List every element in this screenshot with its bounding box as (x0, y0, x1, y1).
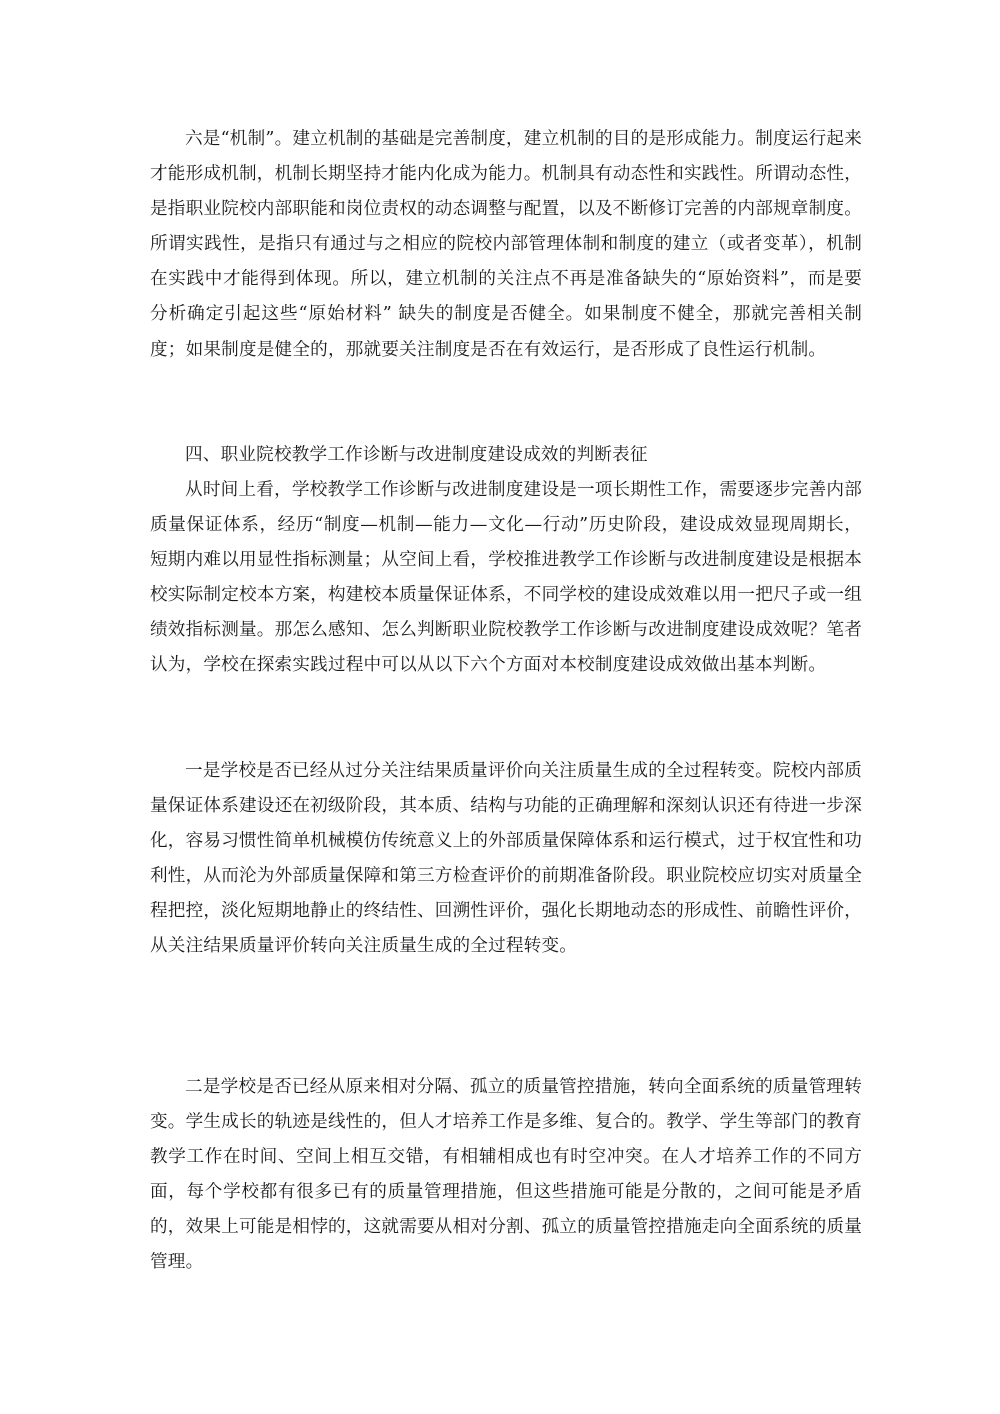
paragraph-time-space: 从时间上看，学校教学工作诊断与改进制度建设是一项长期性工作，需要逐步完善内部质量保证体系，经历“制度—机制—能力—文化—行动”历史阶段，建设成效显现周期长，短期内难以用显性指标测量；从空间上看，学校推进教学工作诊断与改进制度建设是根据本校实际制定校本方案，构建校本质量保证体系，不同学校的建设成效难以用一把尺子或一组绩效指标测量。那怎么感知、怎么判断职业院校教学工作诊断与改进制度建设成效呢？笔者认为，学校在探索实践过程中可以从以下六个方面对本校制度建设成效做出基本判断。 (150, 480, 862, 676)
section-heading: 四、职业院校教学工作诊断与改进制度建设成效的判断表征 (185, 445, 648, 465)
paragraph-point-two: 二是学校是否已经从原来相对分隔、孤立的质量管控措施，转向全面系统的质量管理转变。学生成长的轨迹是线性的，但人才培养工作是多维、复合的。教学、学生等部门的教育教学工作在时间、空间上相互交错，有相辅相成也有时空冲突。在人才培养工作的不同方面，每个学校都有很多已有的质量管理措施，但这些措施可能是分散的，之间可能是矛盾的，效果上可能是相悖的，这就需要从相对分割、孤立的质量管控措施走向全面系统的质量管理。 (150, 1077, 862, 1273)
paragraph-point-one: 一是学校是否已经从过分关注结果质量评价向关注质量生成的全过程转变。院校内部质量保证体系建设还在初级阶段，其本质、结构与功能的正确理解和深刻认识还有待进一步深化，容易习惯性简单机械模仿传统意义上的外部质量保障体系和运行模式，过于权宜性和功利性，从而沦为外部质量保障和第三方检查评价的前期准备阶段。职业院校应切实对质量全程把控，淡化短期地静止的终结性、回溯性评价，强化长期地动态的形成性、前瞻性评价，从关注结果质量评价转向关注质量生成的全过程转变。 (150, 761, 862, 957)
paragraph-mechanism: 六是“机制”。建立机制的基础是完善制度，建立机制的目的是形成能力。制度运行起来才能形成机制，机制长期坚持才能内化成为能力。机制具有动态性和实践性。所谓动态性，是指职业院校内部职能和岗位责权的动态调整与配置，以及不断修订完善的内部规章制度。所谓实践性，是指只有通过与之相应的院校内部管理体制和制度的建立（或者变革），机制在实践中才能得到体现。所以，建立机制的关注点不再是准备缺失的“原始资料”，而是要分析确定引起这些“原始材料” 缺失的制度是否健全。如果制度不健全，那就完善相关制度；如果制度是健全的，那就要关注制度是否在有效运行，是否形成了良性运行机制。 (150, 129, 862, 360)
